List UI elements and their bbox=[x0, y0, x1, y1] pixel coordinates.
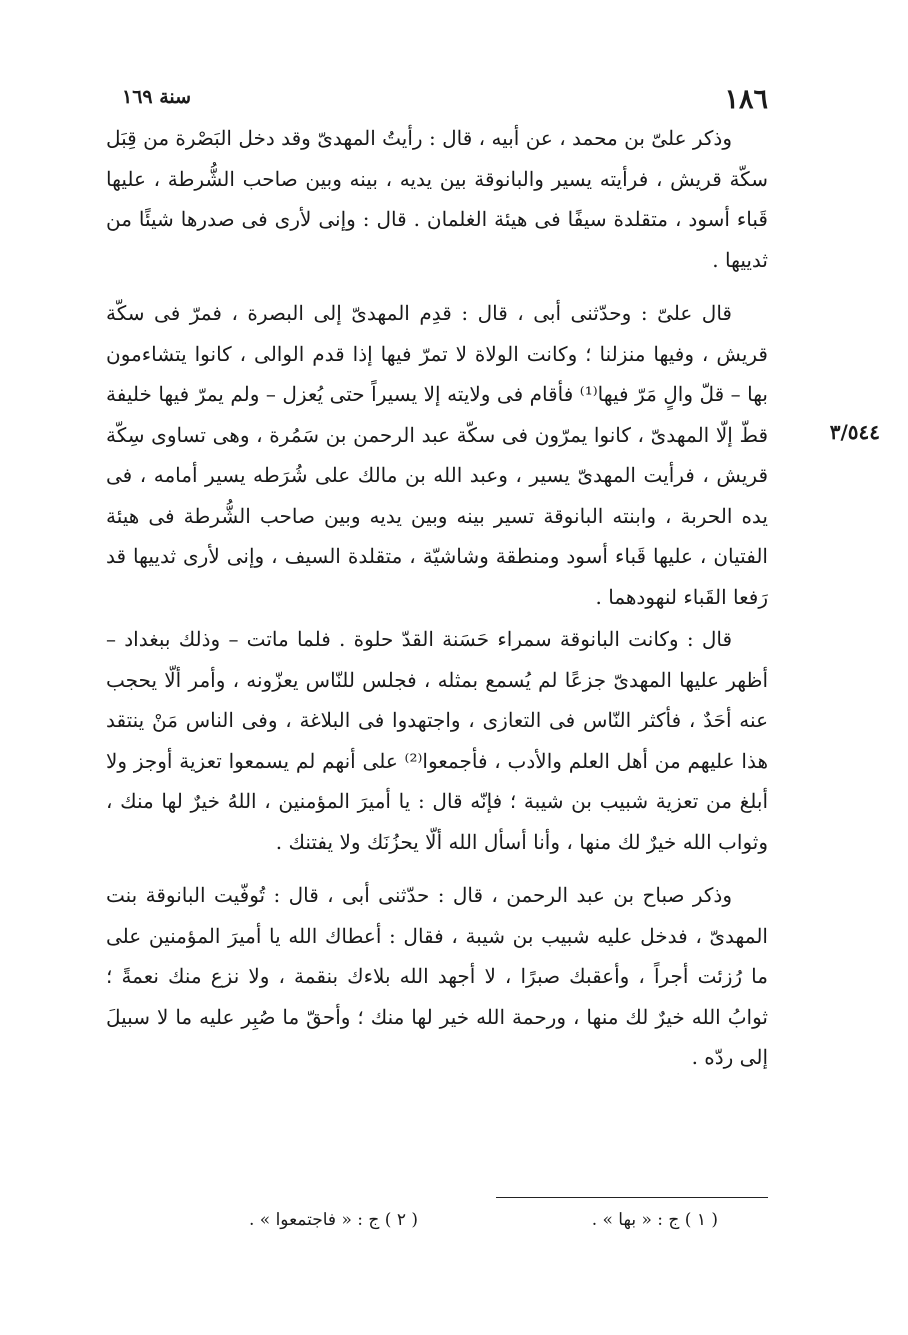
paragraph-4: وذكر صباح بن عبد الرحمن ، قال : حدّثنى أبى ، قال : تُوفّيت البانوقة بنت المهدىّ ، فدخل عليه شبيب بن شيبة ، فقال : أعطاك الله يا أميرَ المؤمنين على ما رُزئت أجراً ، وأعقبك صبرًا ، لا أجهد الله بلاءك بنقمة ، ولا نزع منك نعمةً ؛ ثوابُ الله خيرٌ لك منها ، ورحمة الله خير لها منك ؛ وأحقّ ما صُبِر عليه ما لا سبيلَ إلى ردّه . bbox=[106, 883, 768, 1069]
footnote-divider bbox=[496, 1197, 768, 1198]
page-number: ١٨٦ bbox=[724, 84, 768, 115]
footnote-1: ( ١ ) ج : « بها » . bbox=[591, 1210, 718, 1230]
margin-reference: ٣/٥٤٤ bbox=[829, 420, 880, 444]
running-header-year: سنة ١٦٩ bbox=[122, 86, 192, 108]
main-text bbox=[106, 118, 768, 1078]
footnote-2: ( ٢ ) ج : « فاجتمعوا » . bbox=[248, 1210, 418, 1230]
paragraph-2: قال علىّ : وحدّثنى أبى ، قال : قدِم المهدىّ إلى البصرة ، فمرّ فى سكّة قريش ، وفيها منزلنا ؛ وكانت الولاة لا تمرّ فيها إذا قدم الوالى ، كانوا يتشاءمون بها – قلّ والٍ مَرّ فيها⁽¹⁾ فأقام فى ولايته إلا يسيراً حتى يُعزل – ولم يمرّ فيها خليفة قطّ إلّا المهدىّ ، كانوا يمرّون فى سكّة عبد الرحمن بن سَمُرة ، وهى تساوى سِكّة قريش ، فرأيت المهدىّ يسير ، وعبد الله بن مالك على شُرَطه يسير أمامه ، فى يده الحربة ، وابنته البانوقة تسير بينه وبين يديه وبين صاحب الشُّرطة فى هيئة الفتيان ، عليها قَباء أسود ومنطقة وشاشيّة ، متقلدة السيف ، وإنى لأرى ثدييها قد رَفعا القَباء لنهودهما . bbox=[106, 301, 769, 609]
paragraph-1: وذكر علىّ بن محمد ، عن أبيه ، قال : رأيتُ المهدىّ وقد دخل البَصْرة من قِبَل سكّة قريش ، فرأيته يسير والبانوقة بين يديه ، بينه وبين صاحب الشُّرطة ، عليها قَباء أسود ، متقلدة سيفًا فى هيئة الغلمان . قال : وإنى لأرى فى صدرها شيئًا من ثدييها . bbox=[106, 126, 768, 272]
paragraph-3: قال : وكانت البانوقة سمراء حَسَنة القدّ حلوة . فلما ماتت – وذلك ببغداد – أظهر عليها المهدىّ جزعًا لم يُسمع بمثله ، فجلس للنّاس يعزّونه ، وأمر ألّا يحجب عنه أحَدٌ ، فأكثر النّاس فى التعازى ، واجتهدوا فى البلاغة ، وفى الناس مَنْ ينتقد هذا عليهم من أهل العلم والأدب ، فأجمعوا⁽²⁾ على أنهم لم يسمعوا تعزية أوجز ولا أبلغ من تعزية شبيب بن شيبة ؛ فإنّه قال : يا أميرَ المؤمنين ، اللهُ خيرٌ لها منك ، وثواب الله خيرٌ لك منها ، وأنا أسأل الله ألّا يحزُنَك ولا يفتنك . bbox=[106, 627, 768, 854]
